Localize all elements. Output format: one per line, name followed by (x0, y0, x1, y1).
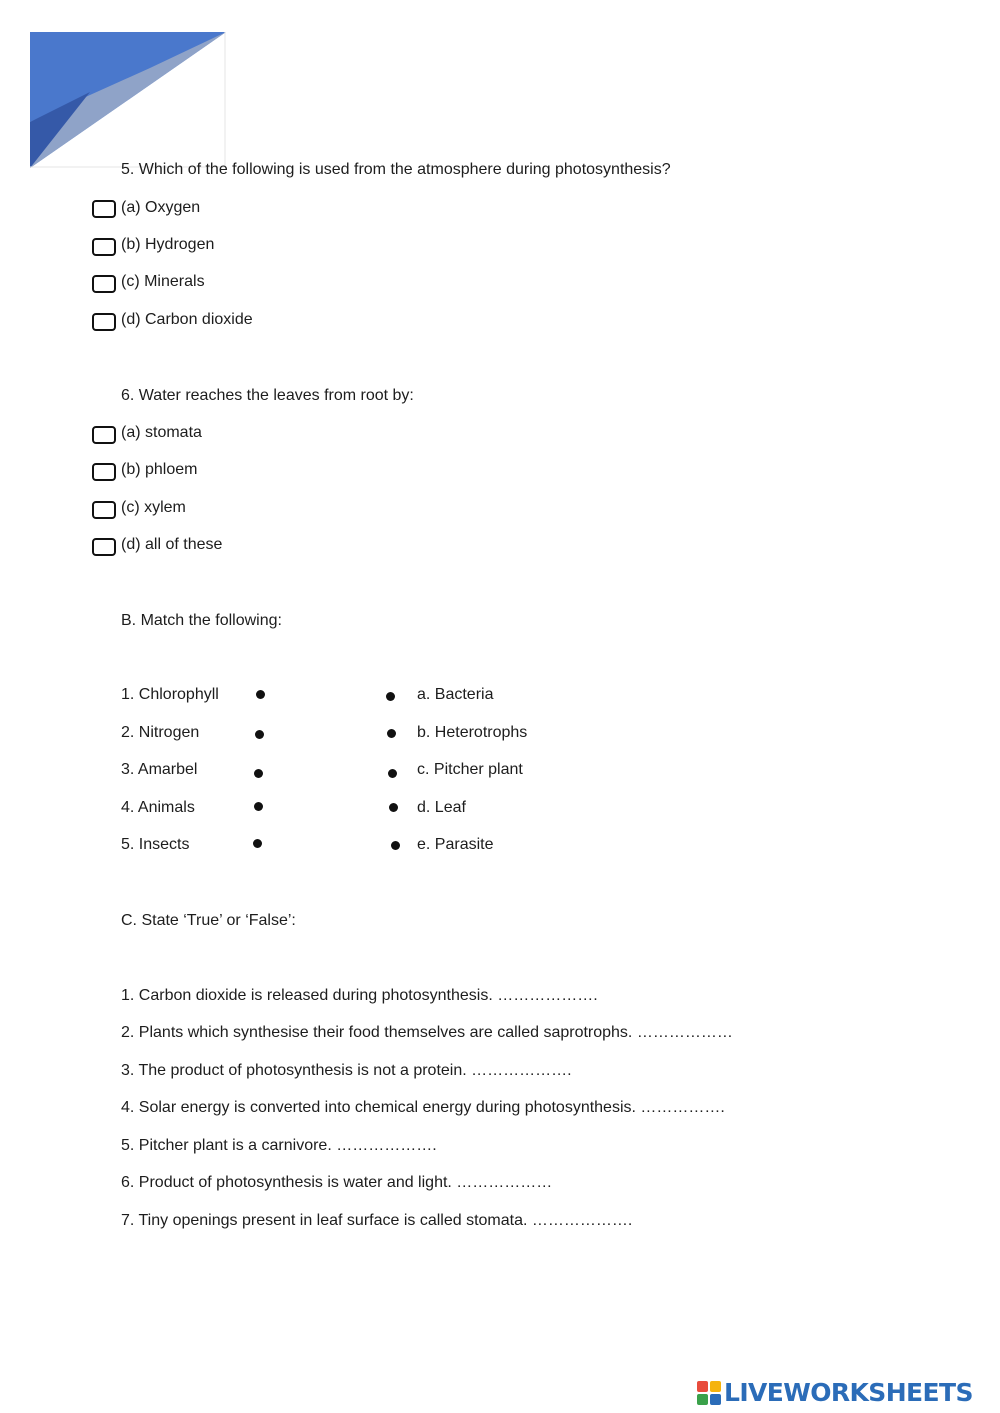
match-right-item-a: a. Bacteria (417, 686, 494, 703)
truefalse-heading: C. State ‘True’ or ‘False’: (121, 912, 296, 929)
match-left-dot-4[interactable] (254, 802, 263, 811)
liveworksheets-logo-icon (697, 1381, 721, 1405)
q6-option-d-label: (d) all of these (121, 536, 223, 553)
q5-option-a-checkbox[interactable] (92, 200, 116, 218)
truefalse-item-2[interactable]: 2. Plants which synthesise their food themselves are called saprotrophs. ……………… (121, 1024, 733, 1041)
q5-option-b-label: (b) Hydrogen (121, 236, 215, 253)
q5-option-c-label: (c) Minerals (121, 273, 205, 290)
q6-option-c-label: (c) xylem (121, 499, 186, 516)
match-left-item-4: 4. Animals (121, 799, 195, 816)
match-left-dot-1[interactable] (256, 690, 265, 699)
match-right-item-e: e. Parasite (417, 836, 494, 853)
match-right-item-d: d. Leaf (417, 799, 466, 816)
q6-option-d-checkbox[interactable] (92, 538, 116, 556)
match-left-item-5: 5. Insects (121, 836, 190, 853)
match-left-dot-2[interactable] (255, 730, 264, 739)
match-right-item-b: b. Heterotrophs (417, 724, 528, 741)
q6-option-a-checkbox[interactable] (92, 426, 116, 444)
match-heading: B. Match the following: (121, 612, 282, 629)
truefalse-item-3[interactable]: 3. The product of photosynthesis is not a protein. ………………. (121, 1062, 572, 1079)
truefalse-item-1[interactable]: 1. Carbon dioxide is released during photosynthesis. ………………. (121, 987, 598, 1004)
logo-tile-l (697, 1381, 708, 1392)
q6-option-b-label: (b) phloem (121, 461, 198, 478)
match-right-dot-d[interactable] (389, 803, 398, 812)
q5-option-b-checkbox[interactable] (92, 238, 116, 256)
q5-option-d-label: (d) Carbon dioxide (121, 311, 253, 328)
question-5-text: 5. Which of the following is used from the atmosphere during photosynthesis? (121, 161, 671, 178)
truefalse-item-7[interactable]: 7. Tiny openings present in leaf surface is called stomata. ………………. (121, 1212, 633, 1229)
logo-tile-v (697, 1394, 708, 1405)
q5-option-a-label: (a) Oxygen (121, 199, 201, 216)
q5-option-c-checkbox[interactable] (92, 275, 116, 293)
match-right-item-c: c. Pitcher plant (417, 761, 523, 778)
match-right-dot-a[interactable] (386, 692, 395, 701)
match-left-item-2: 2. Nitrogen (121, 724, 200, 741)
match-right-dot-e[interactable] (391, 841, 400, 850)
match-left-dot-5[interactable] (253, 839, 262, 848)
liveworksheets-logo-text: LIVEWORKSHEETS (724, 1378, 973, 1407)
logo-tile-e (710, 1394, 721, 1405)
match-right-dot-b[interactable] (387, 729, 396, 738)
q6-option-a-label: (a) stomata (121, 424, 202, 441)
truefalse-item-4[interactable]: 4. Solar energy is converted into chemical energy during photosynthesis. ……………. (121, 1099, 725, 1116)
match-right-dot-c[interactable] (388, 769, 397, 778)
q6-option-c-checkbox[interactable] (92, 501, 116, 519)
match-left-item-1: 1. Chlorophyll (121, 686, 219, 703)
question-6-text: 6. Water reaches the leaves from root by: (121, 387, 414, 404)
corner-decoration (30, 32, 226, 168)
q5-option-d-checkbox[interactable] (92, 313, 116, 331)
truefalse-item-6[interactable]: 6. Product of photosynthesis is water and light. ……………… (121, 1174, 553, 1191)
match-left-item-3: 3. Amarbel (121, 761, 198, 778)
q6-option-b-checkbox[interactable] (92, 463, 116, 481)
truefalse-item-5[interactable]: 5. Pitcher plant is a carnivore. ………………. (121, 1137, 437, 1154)
match-left-dot-3[interactable] (254, 769, 263, 778)
logo-tile-i (710, 1381, 721, 1392)
